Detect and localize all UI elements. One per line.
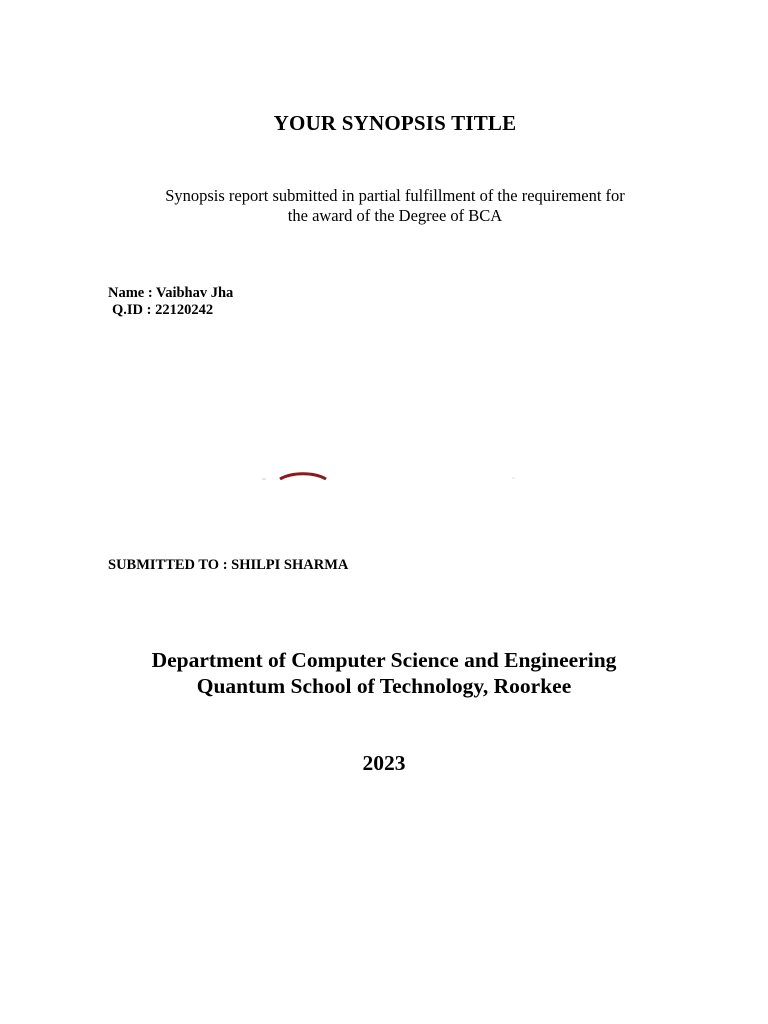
- submission-statement-line-1: Synopsis report submitted in partial fulfillment of the requirement for: [165, 186, 625, 205]
- institution-name: Quantum School of Technology, Roorkee: [196, 674, 572, 698]
- submitted-to: SUBMITTED TO : SHILPI SHARMA: [108, 557, 349, 573]
- department-block: [0, 647, 768, 699]
- department-name: Department of Computer Science and Engineering: [151, 648, 617, 672]
- submission-year: 2023: [362, 751, 406, 775]
- synopsis-title: YOUR SYNOPSIS TITLE: [273, 111, 517, 135]
- student-qid: Q.ID : 22120242: [112, 302, 214, 318]
- submission-statement-line-2: the award of the Degree of BCA: [287, 206, 503, 225]
- student-name: Name : Vaibhav Jha: [108, 285, 234, 301]
- submission-statement: [0, 186, 768, 226]
- student-details: [108, 285, 233, 319]
- institution-logo-icon: [262, 468, 522, 480]
